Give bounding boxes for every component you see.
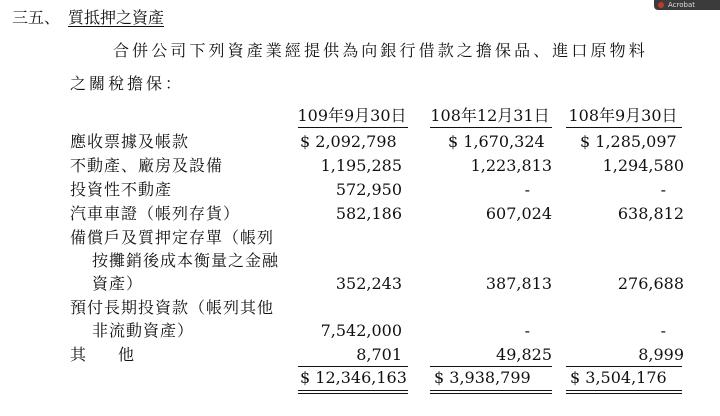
acrobat-icon <box>658 2 664 8</box>
row-label-continuation: 資產） <box>92 274 144 293</box>
subtotal-rule-2 <box>430 366 552 367</box>
cell-value: 1,294,580 <box>602 156 684 175</box>
cell-value: 8,701 <box>356 345 402 364</box>
row-label-continuation: 按攤銷後成本衡量之金融 <box>92 251 280 270</box>
cell-value: 387,813 <box>485 274 552 293</box>
total-value: $ 3,938,799 <box>434 368 531 387</box>
cell-value: $ 2,092,798 <box>300 132 397 151</box>
cell-value: 49,825 <box>496 345 552 364</box>
intro-line-1: 合併公司下列資產業經提供為向銀行借款之擔保品、進口原物料 <box>113 41 648 60</box>
cell-value: $ 1,670,324 <box>448 132 545 151</box>
column-header-2: 108年12月31日 <box>430 106 550 125</box>
acrobat-label: Acrobat <box>668 1 695 9</box>
row-label: 其 他 <box>70 345 135 364</box>
row-label: 應收票據及帳款 <box>70 132 190 151</box>
header-rule-2 <box>430 127 552 128</box>
row-label: 預付長期投資款（帳列其他 <box>70 298 275 317</box>
row-label: 備償戶及質押定存單（帳列 <box>70 228 275 247</box>
row-label: 汽車車證（帳列存貨） <box>70 204 241 223</box>
cell-value: 8,999 <box>638 345 684 364</box>
total-value: $ 12,346,163 <box>300 368 407 387</box>
cell-value: - <box>660 180 666 199</box>
row-label: 投資性不動產 <box>70 180 173 199</box>
section-title: 質抵押之資產 <box>68 8 165 27</box>
cell-value: - <box>524 321 530 340</box>
cell-value: 1,195,285 <box>320 156 402 175</box>
column-header-1: 109年9月30日 <box>297 106 407 125</box>
section-number: 三五、 <box>12 8 61 27</box>
total-double-rule-1b <box>298 393 408 394</box>
column-header-3: 108年9月30日 <box>568 106 678 125</box>
cell-value: - <box>660 321 666 340</box>
cell-value: $ 1,285,097 <box>580 132 677 151</box>
cell-value: 1,223,813 <box>470 156 552 175</box>
header-rule-1 <box>298 127 408 128</box>
total-double-rule-1a <box>298 390 408 391</box>
header-rule-3 <box>566 127 682 128</box>
acrobat-tab[interactable] <box>654 0 720 10</box>
cell-value: 7,542,000 <box>320 321 402 340</box>
cell-value: 572,950 <box>335 180 402 199</box>
subtotal-rule-1 <box>298 366 408 367</box>
row-label-continuation: 非流動資產） <box>92 321 195 340</box>
cell-value: 607,024 <box>485 204 552 223</box>
cell-value: 352,243 <box>335 274 402 293</box>
cell-value: 582,186 <box>335 204 402 223</box>
cell-value: - <box>524 180 530 199</box>
cell-value: 638,812 <box>617 204 684 223</box>
subtotal-rule-3 <box>566 366 682 367</box>
total-double-rule-3b <box>566 393 682 394</box>
total-double-rule-2a <box>430 390 552 391</box>
cell-value: 276,688 <box>617 274 684 293</box>
total-double-rule-2b <box>430 393 552 394</box>
total-double-rule-3a <box>566 390 682 391</box>
total-value: $ 3,504,176 <box>570 368 667 387</box>
intro-line-2: 之關稅擔保： <box>70 74 185 93</box>
row-label: 不動產、廠房及設備 <box>70 156 224 175</box>
